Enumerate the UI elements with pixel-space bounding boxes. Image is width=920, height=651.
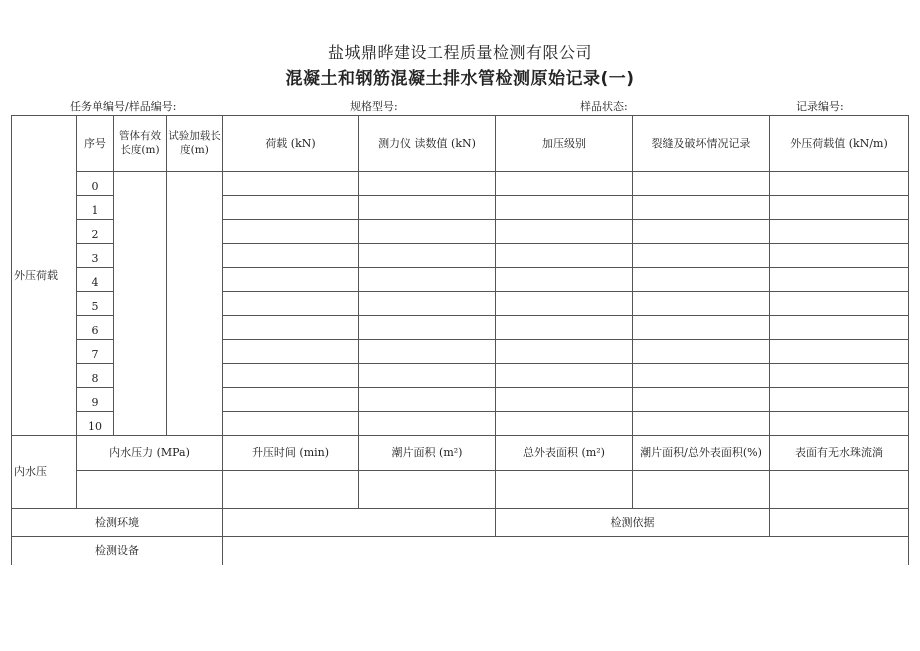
record-title: 混凝土和钢筋混凝土排水管检测原始记录(一) [285, 69, 635, 89]
ext-load-cell[interactable] [770, 220, 909, 244]
gauge-cell[interactable] [359, 316, 496, 340]
test-equipment-label: 检测设备 [12, 537, 223, 565]
level-cell[interactable] [496, 244, 633, 268]
col-load: 荷载 (kN) [223, 116, 359, 172]
crack-cell[interactable] [633, 316, 770, 340]
record-table [11, 115, 909, 565]
crack-cell[interactable] [633, 244, 770, 268]
col-internal-pressure: 内水压力 (MPa) [77, 436, 223, 471]
gauge-cell[interactable] [359, 196, 496, 220]
row-seq-6: 6 [77, 316, 114, 340]
level-cell[interactable] [496, 388, 633, 412]
row-seq-0: 0 [77, 172, 114, 196]
col-pressure-level: 加压级别 [496, 116, 633, 172]
crack-cell[interactable] [633, 292, 770, 316]
level-cell[interactable] [496, 220, 633, 244]
row-seq-5: 5 [77, 292, 114, 316]
load-cell[interactable] [223, 268, 359, 292]
crack-cell[interactable] [633, 220, 770, 244]
gauge-cell[interactable] [359, 388, 496, 412]
load-cell[interactable] [223, 172, 359, 196]
test-length-cell[interactable] [167, 172, 223, 436]
gauge-cell[interactable] [359, 244, 496, 268]
gauge-cell[interactable] [359, 340, 496, 364]
ext-load-cell[interactable] [770, 388, 909, 412]
row-seq-2: 2 [77, 220, 114, 244]
col-pipe-length: 管体有效长度(m) [114, 116, 167, 172]
ext-load-cell[interactable] [770, 268, 909, 292]
area-ratio-cell[interactable] [633, 471, 770, 509]
col-pressure-time: 升压时间 (min) [223, 436, 359, 471]
crack-cell[interactable] [633, 364, 770, 388]
gauge-cell[interactable] [359, 220, 496, 244]
gauge-cell[interactable] [359, 172, 496, 196]
total-area-cell[interactable] [496, 471, 633, 509]
col-total-area: 总外表面积 (m²) [496, 436, 633, 471]
ext-load-cell[interactable] [770, 340, 909, 364]
crack-cell[interactable] [633, 340, 770, 364]
ext-load-cell[interactable] [770, 172, 909, 196]
test-equipment-cell[interactable] [223, 537, 909, 565]
external-load-section-label: 外压荷载 [12, 116, 77, 436]
level-cell[interactable] [496, 292, 633, 316]
load-cell[interactable] [223, 196, 359, 220]
row-seq-1: 1 [77, 196, 114, 220]
test-environment-label: 检测环境 [12, 509, 223, 537]
level-cell[interactable] [496, 340, 633, 364]
ext-load-cell[interactable] [770, 364, 909, 388]
test-environment-cell[interactable] [223, 509, 496, 537]
task-number-label: 任务单编号/样品编号: [70, 100, 177, 113]
col-seq: 序号 [77, 116, 114, 172]
gauge-cell[interactable] [359, 364, 496, 388]
internal-pressure-section-label: 内水压 [12, 436, 77, 509]
test-basis-cell[interactable] [770, 509, 909, 537]
test-basis-label: 检测依据 [496, 509, 770, 537]
gauge-cell[interactable] [359, 268, 496, 292]
col-wet-area: 潮片面积 (m²) [359, 436, 496, 471]
row-seq-8: 8 [77, 364, 114, 388]
gauge-cell[interactable] [359, 292, 496, 316]
row-seq-4: 4 [77, 268, 114, 292]
level-cell[interactable] [496, 316, 633, 340]
internal-pressure-cell[interactable] [77, 471, 223, 509]
col-crack-record: 裂缝及破坏情况记录 [633, 116, 770, 172]
load-cell[interactable] [223, 220, 359, 244]
row-seq-10: 10 [77, 412, 114, 436]
ext-load-cell[interactable] [770, 196, 909, 220]
level-cell[interactable] [496, 268, 633, 292]
spec-label: 规格型号: [350, 100, 398, 113]
load-cell[interactable] [223, 340, 359, 364]
company-name: 盐城鼎晔建设工程质量检测有限公司 [327, 43, 592, 62]
water-drip-cell[interactable] [770, 471, 909, 509]
crack-cell[interactable] [633, 172, 770, 196]
pipe-length-cell[interactable] [114, 172, 167, 436]
col-external-load-value: 外压荷载值 (kN/m) [770, 116, 909, 172]
level-cell[interactable] [496, 364, 633, 388]
sample-state-label: 样品状态: [580, 100, 628, 113]
load-cell[interactable] [223, 364, 359, 388]
row-seq-3: 3 [77, 244, 114, 268]
load-cell[interactable] [223, 316, 359, 340]
load-cell[interactable] [223, 388, 359, 412]
level-cell[interactable] [496, 196, 633, 220]
ext-load-cell[interactable] [770, 292, 909, 316]
crack-cell[interactable] [633, 388, 770, 412]
gauge-cell[interactable] [359, 412, 496, 436]
col-gauge-reading: 测力仪 读数值 (kN) [359, 116, 496, 172]
col-water-drip: 表面有无水珠流淌 [770, 436, 909, 471]
wet-area-cell[interactable] [359, 471, 496, 509]
pressure-time-cell[interactable] [223, 471, 359, 509]
row-seq-9: 9 [77, 388, 114, 412]
crack-cell[interactable] [633, 412, 770, 436]
record-number-label: 记录编号: [796, 100, 844, 113]
col-area-ratio: 潮片面积/总外表面积(%) [633, 436, 770, 471]
row-seq-7: 7 [77, 340, 114, 364]
load-cell[interactable] [223, 412, 359, 436]
ext-load-cell[interactable] [770, 412, 909, 436]
ext-load-cell[interactable] [770, 244, 909, 268]
level-cell[interactable] [496, 172, 633, 196]
level-cell[interactable] [496, 412, 633, 436]
load-cell[interactable] [223, 292, 359, 316]
load-cell[interactable] [223, 244, 359, 268]
crack-cell[interactable] [633, 196, 770, 220]
crack-cell[interactable] [633, 268, 770, 292]
col-test-length: 试验加载长度(m) [167, 116, 223, 172]
ext-load-cell[interactable] [770, 316, 909, 340]
